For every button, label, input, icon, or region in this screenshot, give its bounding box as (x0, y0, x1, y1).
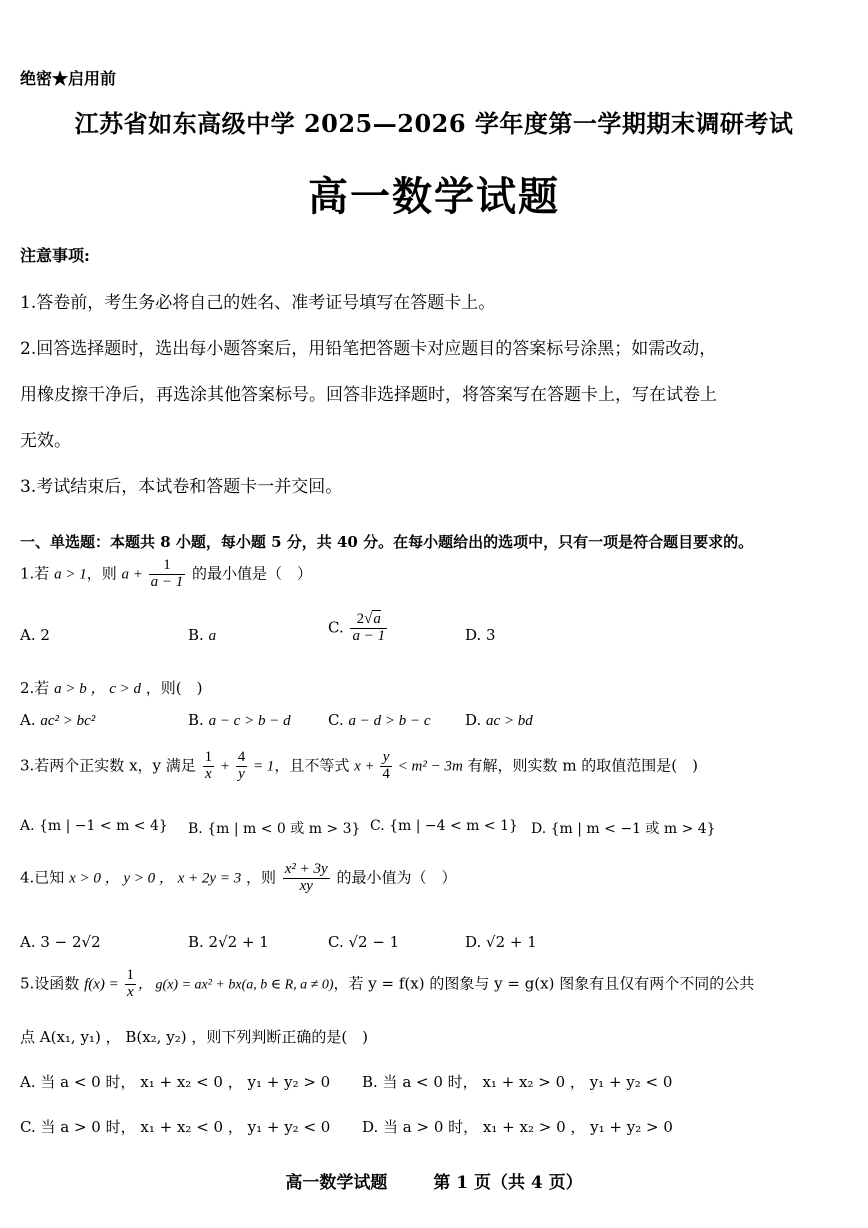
q5-gx: ， g(x) = ax² + bx(a, b ∈ R, a ≠ 0) (138, 977, 334, 993)
q2-prefix: 2.若 (20, 679, 55, 697)
q5-fraction (125, 968, 137, 1001)
q4-condition: x > 0 ， y > 0 ， x + 2y = 3 (69, 870, 242, 887)
q5-option-b: B. 当 a < 0 时， x₁ + x₂ > 0 ， y₁ + y₂ < 0 (362, 1073, 673, 1091)
q3-option-d: D. {m | m < −1 或 m > 4} (531, 821, 716, 837)
q3-mid: ，且不等式 (274, 756, 355, 775)
question-5-line-2: 点 A(x₁, y₁) ， B(x₂, y₂) ，则下列判断正确的是( ) (20, 1028, 369, 1046)
q3-fraction-2-den: y (238, 765, 245, 782)
exam-title: 江苏省如东高级中学 2025—2026 学年度第一学期期末调研考试 (74, 109, 794, 138)
question-1 (20, 558, 312, 591)
q2-option-d-label: D. (465, 711, 487, 729)
q2-option-c-label: C. (328, 711, 349, 729)
q4-fraction (283, 862, 330, 895)
q3-fraction-1 (203, 750, 215, 783)
q2-condition: a > b ， c > d (54, 681, 141, 697)
question-3 (20, 750, 698, 783)
notice-item-2-line-2: 用橡皮擦干净后，再选涂其他答案标号。回答非选择题时，将答案写在答题卡上，写在试卷上 (20, 385, 717, 405)
footer-subject: 高一数学试题 (285, 1173, 388, 1193)
q2-option-b-label: B. (188, 711, 209, 729)
question-4 (20, 862, 456, 895)
q4-option-d: D. √2 + 1 (465, 933, 537, 951)
q1-option-c-num-radicand: a (373, 611, 381, 627)
q4-suffix: 的最小值为（ ） (331, 868, 457, 887)
q2-option-d-value: ac > bd (486, 713, 533, 729)
q3-option-b: B. {m | m < 0 或 m > 3} (188, 821, 361, 837)
q5-suffix: ，若 y = f(x) 的图象与 y = g(x) 图象有且仅有两个不同的公共 (333, 974, 755, 993)
notice-item-2-line-1: 2.回答选择题时，选出每小题答案后，用铅笔把答题卡对应题目的答案标号涂黑；如需改动， (20, 339, 717, 359)
q1-option-c-label: C. (328, 618, 349, 637)
subject-title: 高一数学试题 (308, 173, 560, 220)
q2-option-a (20, 711, 95, 730)
q4-option-c: C. √2 − 1 (328, 933, 400, 951)
q4-fraction-num: x² + 3y (284, 861, 328, 877)
q5-option-a: A. 当 a < 0 时， x₁ + x₂ < 0 ， y₁ + y₂ > 0 (20, 1073, 331, 1091)
q1-option-b (188, 626, 216, 645)
q3-fraction-1-num: 1 (204, 749, 213, 765)
q1-option-a: A. 2 (20, 626, 50, 644)
confidential-label: 绝密★启用前 (20, 69, 117, 88)
q1-option-c-num-coef: 2 (356, 611, 365, 627)
q1-suffix: 的最小值是（ ） (187, 564, 313, 583)
q2-option-b (188, 711, 291, 730)
q3-equals: = 1 (249, 758, 275, 775)
q5-option-c: C. 当 a > 0 时， x₁ + x₂ < 0 ， y₁ + y₂ < 0 (20, 1118, 331, 1136)
q5-fraction-num: 1 (126, 967, 135, 983)
q5-option-d: D. 当 a > 0 时， x₁ + x₂ > 0 ， y₁ + y₂ > 0 (362, 1118, 673, 1136)
q1-option-c-den: a − 1 (352, 627, 386, 644)
q4-option-b: B. 2√2 + 1 (188, 933, 269, 951)
q3-inequality-tail: < m² − 3m (393, 758, 463, 775)
q2-option-b-value: a − c > b − d (208, 713, 291, 729)
footer-page-number: 第 1 页（共 4 页） (433, 1173, 583, 1193)
q2-option-c (328, 711, 431, 730)
q3-x-plus: x + (354, 758, 379, 775)
q3-fraction-3-den: 4 (382, 765, 390, 782)
q1-mid: ，则 (86, 564, 122, 583)
q3-option-c: C. {m | −4 < m < 1} (370, 818, 518, 834)
q4-option-a: A. 3 − 2√2 (20, 933, 101, 951)
q1-fraction-den: a − 1 (150, 573, 184, 590)
q2-option-a-value: ac² > bc² (40, 713, 96, 729)
q1-condition: a > 1 (54, 566, 87, 583)
q1-prefix: 1.若 (20, 564, 55, 583)
q4-prefix: 4.已知 (20, 868, 70, 887)
q4-mid: ，则 (241, 868, 281, 887)
notice-title: 注意事项: (20, 246, 90, 265)
q3-fraction-3-num: y (380, 750, 392, 767)
q3-option-a: A. {m | −1 < m < 4} (20, 818, 168, 834)
question-5-line-1 (20, 968, 754, 1001)
q3-suffix: 有解，则实数 m 的取值范围是( ) (462, 756, 699, 775)
q2-option-a-label: A. (20, 711, 41, 729)
q4-fraction-den: xy (299, 877, 313, 894)
q5-fx: f(x) = (84, 976, 123, 993)
q5-prefix: 5.设函数 (20, 974, 85, 993)
q3-fraction-3 (380, 750, 392, 783)
notice-item-3: 3.考试结束后，本试卷和答题卡一并交回。 (20, 477, 343, 497)
notice-item-1: 1.答卷前，考生务必将自己的姓名、准考证号填写在答题卡上。 (20, 293, 496, 313)
q2-option-c-value: a − d > b − c (348, 713, 431, 729)
q2-suffix: ，则( ) (141, 679, 203, 697)
q3-fraction-2-num: 4 (237, 749, 246, 765)
q3-prefix: 3.若两个正实数 x，y 满足 (20, 756, 201, 775)
notice-item-2-line-3: 无效。 (20, 431, 71, 451)
q3-fraction-2 (236, 750, 248, 783)
q1-fraction (149, 558, 186, 591)
q1-option-d: D. 3 (465, 626, 496, 644)
q2-option-d (465, 711, 533, 730)
q5-fraction-den: x (126, 983, 134, 1000)
q3-fraction-1-den: x (204, 765, 212, 782)
q1-option-c-fraction: $\frac{2√a}{a - 1}$ (352, 611, 386, 644)
q1-expr: a + (121, 566, 147, 583)
section-heading: 一、单选题：本题共 8 小题，每小题 5 分，共 40 分。在每小题给出的选项中，只有一项是符合题目要求的。 (20, 533, 754, 551)
q1-option-b-value: a (208, 628, 217, 644)
question-2 (20, 677, 202, 698)
page-footer (0, 1168, 868, 1193)
q1-fraction-num: 1 (149, 558, 186, 575)
q1-option-b-label: B. (188, 626, 209, 644)
q3-plus: + (216, 758, 234, 775)
q1-option-c (328, 612, 389, 645)
